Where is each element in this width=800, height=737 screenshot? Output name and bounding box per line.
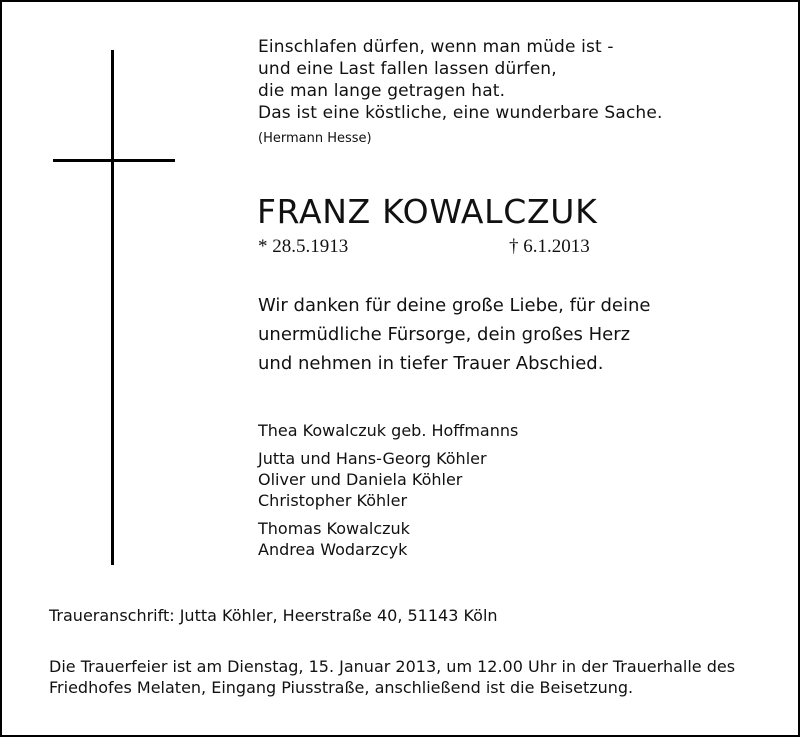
birth-date: * 28.5.1913: [258, 236, 349, 257]
deceased-name: FRANZ KOWALCZUK: [257, 192, 598, 231]
cross-vertical-bar: [111, 50, 114, 565]
mourner-name: Thomas Kowalczuk: [258, 519, 410, 538]
mourner-group: [258, 518, 638, 560]
thanks-line: Wir danken für deine große Liebe, für deine: [258, 295, 651, 316]
thanks-text: [258, 291, 688, 378]
thanks-line: und nehmen in tiefer Trauer Abschied.: [258, 353, 604, 374]
mourner-group: [258, 448, 638, 511]
ceremony-line: Die Trauerfeier ist am Dienstag, 15. Januar 2013, um 12.00 Uhr in der Trauerhalle des: [49, 657, 736, 676]
life-dates: [258, 235, 618, 259]
poem: [258, 36, 678, 124]
mourner-group: [258, 420, 638, 441]
poem-author: (Hermann Hesse): [258, 131, 372, 146]
poem-line: Das ist eine köstliche, eine wunderbare Sache.: [258, 103, 663, 123]
mourner-name: Oliver und Daniela Köhler: [258, 470, 463, 489]
ceremony-line: Friedhofes Melaten, Eingang Piusstraße, anschließend ist die Beisetzung.: [49, 678, 634, 697]
death-date: † 6.1.2013: [509, 236, 590, 257]
thanks-line: unermüdliche Fürsorge, dein großes Herz: [258, 324, 631, 345]
mourner-name: Jutta und Hans-Georg Köhler: [258, 449, 487, 468]
poem-line: Einschlafen dürfen, wenn man müde ist -: [258, 37, 614, 57]
poem-line: die man lange getragen hat.: [258, 81, 506, 101]
mourners-list: [258, 420, 638, 567]
funeral-ceremony-info: [49, 656, 769, 698]
cross-horizontal-bar: [53, 159, 175, 162]
poem-line: und eine Last fallen lassen dürfen,: [258, 59, 557, 79]
mourner-name: Thea Kowalczuk geb. Hoffmanns: [258, 421, 519, 440]
mourner-name: Andrea Wodarzcyk: [258, 540, 408, 559]
mourning-address: Traueranschrift: Jutta Köhler, Heerstraße 40, 51143 Köln: [49, 606, 498, 625]
mourner-name: Christopher Köhler: [258, 491, 408, 510]
